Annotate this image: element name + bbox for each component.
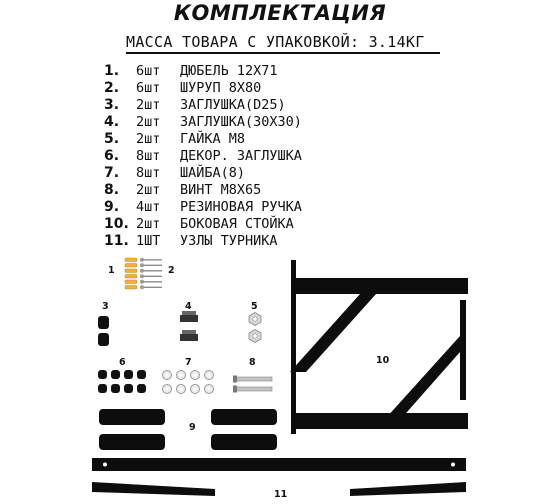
item-name: ДЮБЕЛЬ 12Х71 xyxy=(180,63,278,79)
screw-head xyxy=(140,263,144,267)
item-name: ВИНТ М8Х65 xyxy=(180,182,262,198)
screw-head xyxy=(140,280,144,284)
item-name: ЗАГЛУШКА(D25) xyxy=(180,97,286,113)
round-cap xyxy=(98,333,109,346)
screw-head xyxy=(140,285,144,289)
rubber-grip xyxy=(211,409,277,425)
decor-cap xyxy=(137,370,146,379)
part-label-4: 4 xyxy=(185,301,192,312)
item-quantity: 1ШТ xyxy=(136,233,161,249)
screw-head xyxy=(140,258,144,262)
part-label-2: 2 xyxy=(168,265,175,276)
dowel xyxy=(125,264,137,268)
item-quantity: 8шт xyxy=(136,148,161,164)
item-quantity: 8шт xyxy=(136,165,161,181)
item-number: 5. xyxy=(104,131,120,147)
dowel-group xyxy=(125,258,137,289)
screw-head xyxy=(140,269,144,273)
bolt-head xyxy=(233,386,237,393)
screw-head xyxy=(140,274,144,278)
part-label-11: 11 xyxy=(274,489,288,500)
item-quantity: 4шт xyxy=(136,199,161,215)
square-cap xyxy=(180,315,198,322)
part-label-8: 8 xyxy=(249,357,256,368)
bolt xyxy=(236,387,272,391)
page-title: КОМПЛЕКТАЦИЯ xyxy=(173,1,387,25)
part-label-9: 9 xyxy=(189,422,196,433)
item-name: ДЕКОР. ЗАГЛУШКА xyxy=(180,148,302,164)
item-name: УЗЛЫ ТУРНИКА xyxy=(180,233,278,249)
decor-cap xyxy=(137,384,146,393)
item-number: 2. xyxy=(104,80,120,96)
item-name: ШУРУП 8Х80 xyxy=(180,80,262,96)
decor-cap xyxy=(98,384,107,393)
bar-segment xyxy=(350,482,466,496)
item-number: 3. xyxy=(104,97,120,113)
item-quantity: 2шт xyxy=(136,182,161,198)
bar-top xyxy=(92,458,466,471)
decor-cap xyxy=(111,370,120,379)
decor-cap xyxy=(111,384,120,393)
item-number: 7. xyxy=(104,165,120,181)
dowel xyxy=(125,286,137,290)
package-weight: МАССА ТОВАРА С УПАКОВКОЙ: 3.14КГ xyxy=(126,33,425,51)
part-label-10: 10 xyxy=(376,355,390,366)
rubber-grip xyxy=(99,409,165,425)
part-label-3: 3 xyxy=(102,301,109,312)
square-cap-plug xyxy=(182,330,196,334)
grip-group xyxy=(99,409,277,450)
item-quantity: 2шт xyxy=(136,97,161,113)
part-label-7: 7 xyxy=(185,357,192,368)
item-quantity: 2шт xyxy=(136,216,161,232)
item-number: 4. xyxy=(104,114,120,130)
bolt-head xyxy=(233,376,237,383)
item-quantity: 2шт xyxy=(136,131,161,147)
item-name: РЕЗИНОВАЯ РУЧКА xyxy=(180,199,302,215)
item-number: 9. xyxy=(104,199,120,215)
decor-cap-group xyxy=(98,370,146,393)
decor-cap xyxy=(124,384,133,393)
bolt-group xyxy=(233,376,272,393)
screw-group xyxy=(142,260,162,288)
item-number: 11. xyxy=(104,233,129,249)
side-post-upright xyxy=(460,300,466,400)
dowel xyxy=(125,269,137,273)
part-label-5: 5 xyxy=(251,301,258,312)
dowel xyxy=(125,275,137,279)
dowel xyxy=(125,280,137,284)
part-label-6: 6 xyxy=(119,357,126,368)
item-quantity: 6шт xyxy=(136,80,161,96)
bolt xyxy=(236,377,272,381)
round-cap xyxy=(98,316,109,329)
square-cap xyxy=(180,334,198,341)
item-quantity: 6шт xyxy=(136,63,161,79)
item-number: 8. xyxy=(104,182,120,198)
item-name: ШАЙБА(8) xyxy=(180,165,246,181)
item-name: БОКОВАЯ СТОЙКА xyxy=(180,216,294,232)
decor-cap xyxy=(98,370,107,379)
decor-cap xyxy=(124,370,133,379)
item-quantity: 2шт xyxy=(136,114,161,130)
side-post-brace xyxy=(290,294,376,372)
side-post-top-bar xyxy=(291,278,468,294)
item-number: 1. xyxy=(104,63,120,79)
side-post-frame xyxy=(290,260,468,434)
part-label-1: 1 xyxy=(108,265,115,276)
dowel xyxy=(125,258,137,262)
rubber-grip xyxy=(211,434,277,450)
bar-segment xyxy=(92,482,215,496)
washer-group xyxy=(163,371,214,394)
item-number: 6. xyxy=(104,148,120,164)
item-name: ГАЙКА М8 xyxy=(180,131,246,147)
rubber-grip xyxy=(99,434,165,450)
item-number: 10. xyxy=(104,216,129,232)
item-name: ЗАГЛУШКА(30Х30) xyxy=(180,114,302,130)
